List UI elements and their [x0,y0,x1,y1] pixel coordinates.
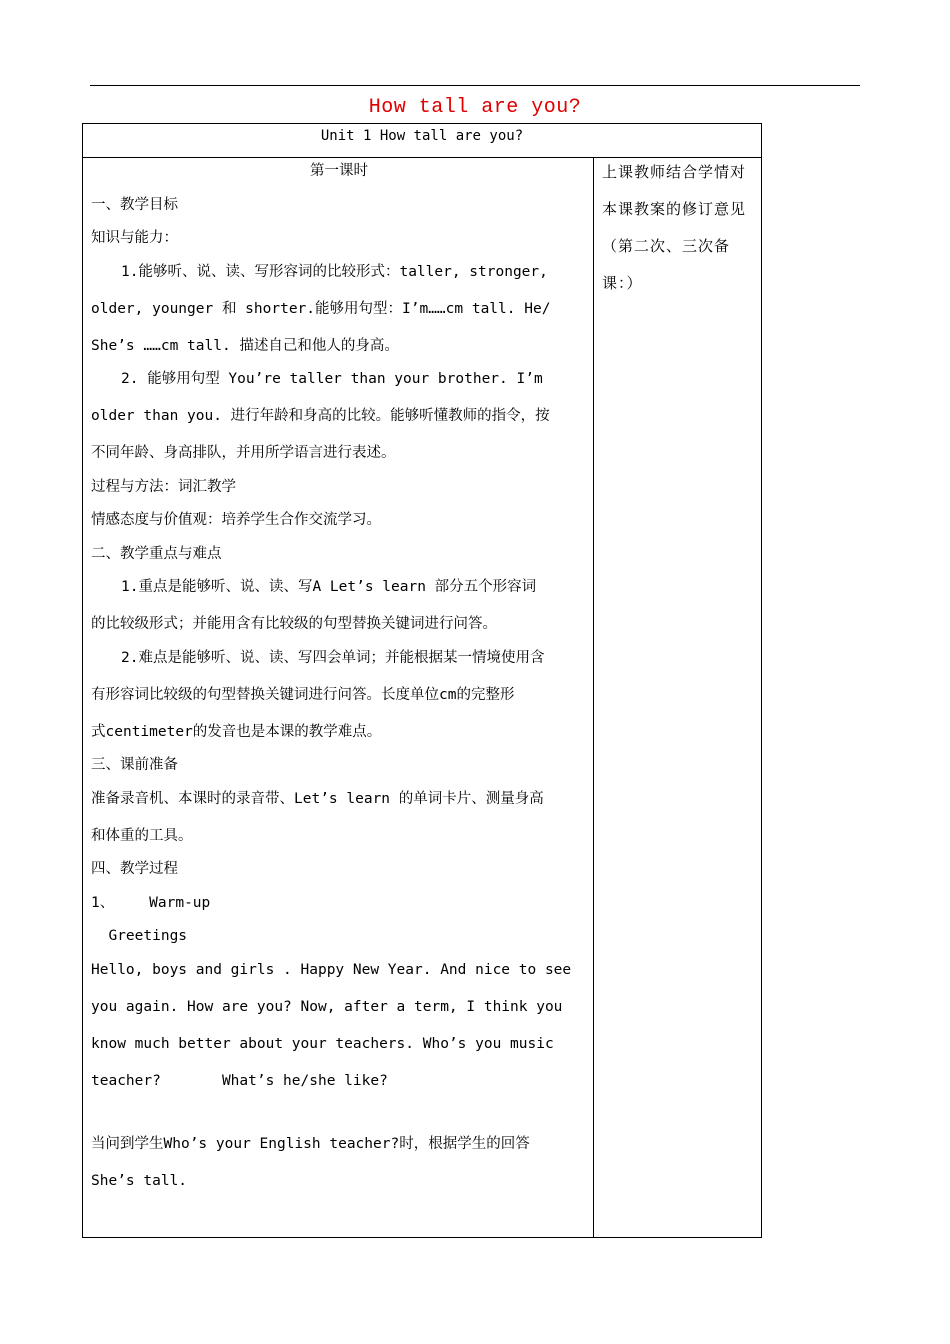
paragraph-line: She’s tall. [91,1173,188,1189]
blank-line [91,1103,587,1133]
paragraph-line: She’s ……cm tall. 描述自己和他人的身高。 [91,337,399,354]
column-divider [593,157,594,1238]
top-rule [90,85,860,86]
section-heading: 三、课前准备 [91,757,178,773]
lesson-period: 第一课时 [310,163,368,179]
section-heading: 四、教学过程 [91,861,178,877]
paragraph-line: 有形容词比较级的句型替换关键词进行问答。长度单位cm的完整形 [91,686,515,703]
paragraph-line: 1.重点是能够听、说、读、写A Let’s learn 部分五个形容词 [121,579,537,595]
paragraph-line: older, younger 和 shorter.能够用句型：I’m……cm tall. He/ [91,300,551,317]
revision-notes-column [602,154,756,302]
paragraph-line: 式centimeter的发音也是本课的教学难点。 [91,723,382,740]
paragraph-line: older than you. 进行年龄和身高的比较。能够听懂教师的指令，按 [91,408,550,424]
paragraph-line: teacher? What’s he/she like? [91,1072,388,1089]
note-line: 本课教案的修订意见 [602,200,747,218]
document-title: How tall are you? [368,96,582,119]
step-subheading: Greetings [91,928,188,944]
unit-header: Unit 1 How tall are you? [82,123,762,158]
lesson-plan-body [91,160,587,1204]
section-heading: 二、教学重点与难点 [91,545,222,562]
subheading: 过程与方法：词汇教学 [91,478,236,495]
paragraph-line: you again. How are you? Now, after a term, I think you [91,998,563,1015]
paragraph-line: 当问到学生Who’s your English teacher?时，根据学生的回答 [91,1136,530,1152]
note-line: （第二次、三次备 [602,237,731,255]
paragraph-line: 2. 能够用句型 You’re taller than your brother. I’m [121,371,543,387]
paragraph-line: 2.难点是能够听、说、读、写四会单词；并能根据某一情境使用含 [121,649,545,666]
subheading: 情感态度与价值观：培养学生合作交流学习。 [91,512,381,528]
note-line: 课：） [602,274,643,292]
paragraph-line: 准备录音机、本课时的录音带、Let’s learn 的单词卡片、测量身高 [91,790,544,807]
paragraph-line: 1.能够听、说、读、写形容词的比较形式：taller, stronger, [121,263,548,280]
note-line: 上课教师结合学情对 [602,163,747,181]
paragraph-line: 的比较级形式；并能用含有比较级的句型替换关键词进行问答。 [91,616,497,632]
step-heading: 1、 Warm-up [91,894,211,911]
paragraph-line: know much better about your teachers. Who’s you music [91,1035,554,1052]
paragraph-line: 不同年龄、身高排队，并用所学语言进行表述。 [91,445,396,461]
paragraph-line: Hello, boys and girls . Happy New Year. And nice to see [91,961,572,978]
subheading: 知识与能力： [91,230,178,246]
section-heading: 一、教学目标 [91,196,178,213]
paragraph-line: 和体重的工具。 [91,827,193,844]
